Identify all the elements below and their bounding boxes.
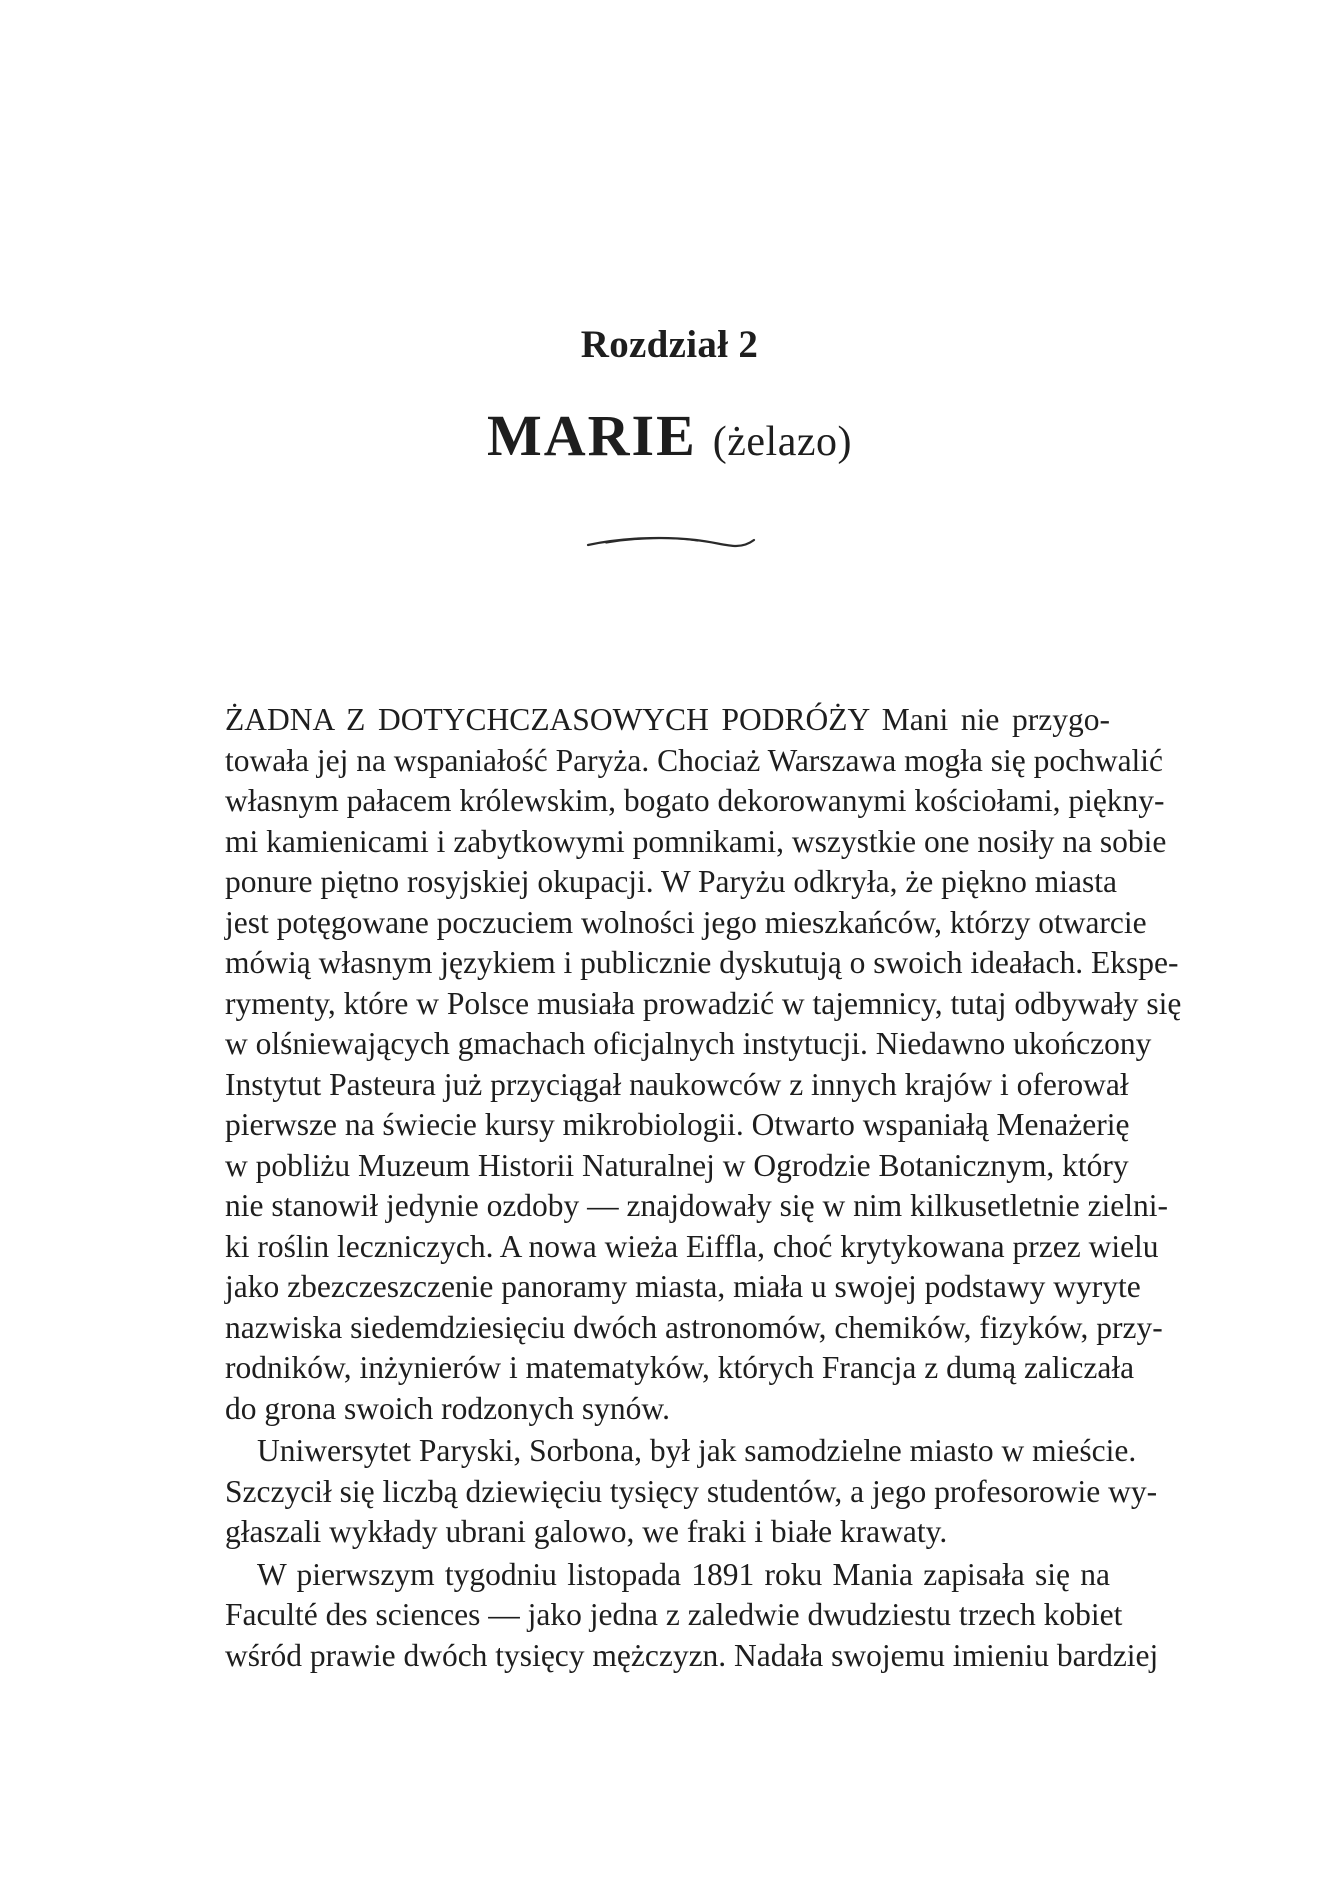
text-line: Uniwersytet Paryski, Sorbona, był jak samodzielne miasto w mieście. [257,1433,1137,1468]
text-line: Instytut Pasteura już przyciągał naukowców z innych krajów i oferował [225,1066,1129,1102]
text-line: nazwiska siedemdziesięciu dwóch astronomów, chemików, fizyków, przy- [225,1309,1163,1345]
text-line: ŻADNA Z DOTYCHCZASOWYCH PODRÓŻY Mani nie przygo- [225,702,1110,737]
paragraph [225,700,1182,1429]
text-line: ki roślin leczniczych. A nowa wieża Eiffla, choć krytykowana przez wielu [225,1228,1159,1264]
text-line: własnym pałacem królewskim, bogato dekorowanymi kościołami, piękny- [225,783,1165,818]
text-line: w olśniewających gmachach oficjalnych instytucji. Niedawno ukończony [225,1026,1152,1061]
chapter-title-name: MARIE [487,403,697,468]
chapter-ornament-flourish [586,532,756,552]
paragraph [225,1555,1159,1677]
chapter-title-element: (żelazo) [712,419,852,465]
text-line: rymenty, które w Polsce musiała prowadzić w tajemnicy, tutaj odbywały się [225,985,1182,1021]
text-line: Szczycił się liczbą dziewięciu tysięcy studentów, a jego profesorowie wy- [225,1473,1158,1509]
text-line: w pobliżu Muzeum Historii Naturalnej w Ogrodzie Botanicznym, który [225,1147,1129,1183]
text-line: Faculté des sciences — jako jedna z zaledwie dwudziestu trzech kobiet [225,1597,1123,1632]
text-line: jest potęgowane poczuciem wolności jego mieszkańców, którzy otwarcie [225,904,1147,940]
text-line: towała jej na wspaniałość Paryża. Chociaż Warszawa mogła się pochwalić [225,742,1164,778]
text-line: jako zbezczeszczenie panoramy miasta, miała u swojej podstawy wyryte [225,1269,1141,1304]
text-line: nie stanowił jedynie ozdoby — znajdowały się w nim kilkusetletnie zielni- [225,1188,1169,1223]
text-line: rodników, inżynierów i matematyków, których Francja z dumą zaliczała [225,1350,1135,1385]
text-line: mi kamienicami i zabytkowymi pomnikami, wszystkie one nosiły na sobie [225,823,1167,859]
paragraph [225,1431,1158,1553]
text-line: ponure piętno rosyjskiej okupacji. W Paryżu odkryła, że piękno miasta [225,864,1117,899]
text-line: wśród prawie dwóch tysięcy mężczyzn. Nadała swojemu imieniu bardziej [225,1637,1159,1673]
text-line: głaszali wykłady ubrani galowo, we fraki i białe krawaty. [225,1514,948,1549]
text-line: W pierwszym tygodniu listopada 1891 roku Mania zapisała się na [257,1556,1110,1592]
chapter-title [0,402,1339,469]
text-line: do grona swoich rodzonych synów. [225,1390,670,1426]
text-line: mówią własnym językiem i publicznie dyskutują o swoich ideałach. Ekspe- [225,945,1179,980]
chapter-number: Rozdział 2 [580,323,759,366]
body-text [225,700,1182,1676]
text-line: pierwsze na świecie kursy mikrobiologii. Otwarto wspaniałą Menażerię [225,1107,1130,1142]
